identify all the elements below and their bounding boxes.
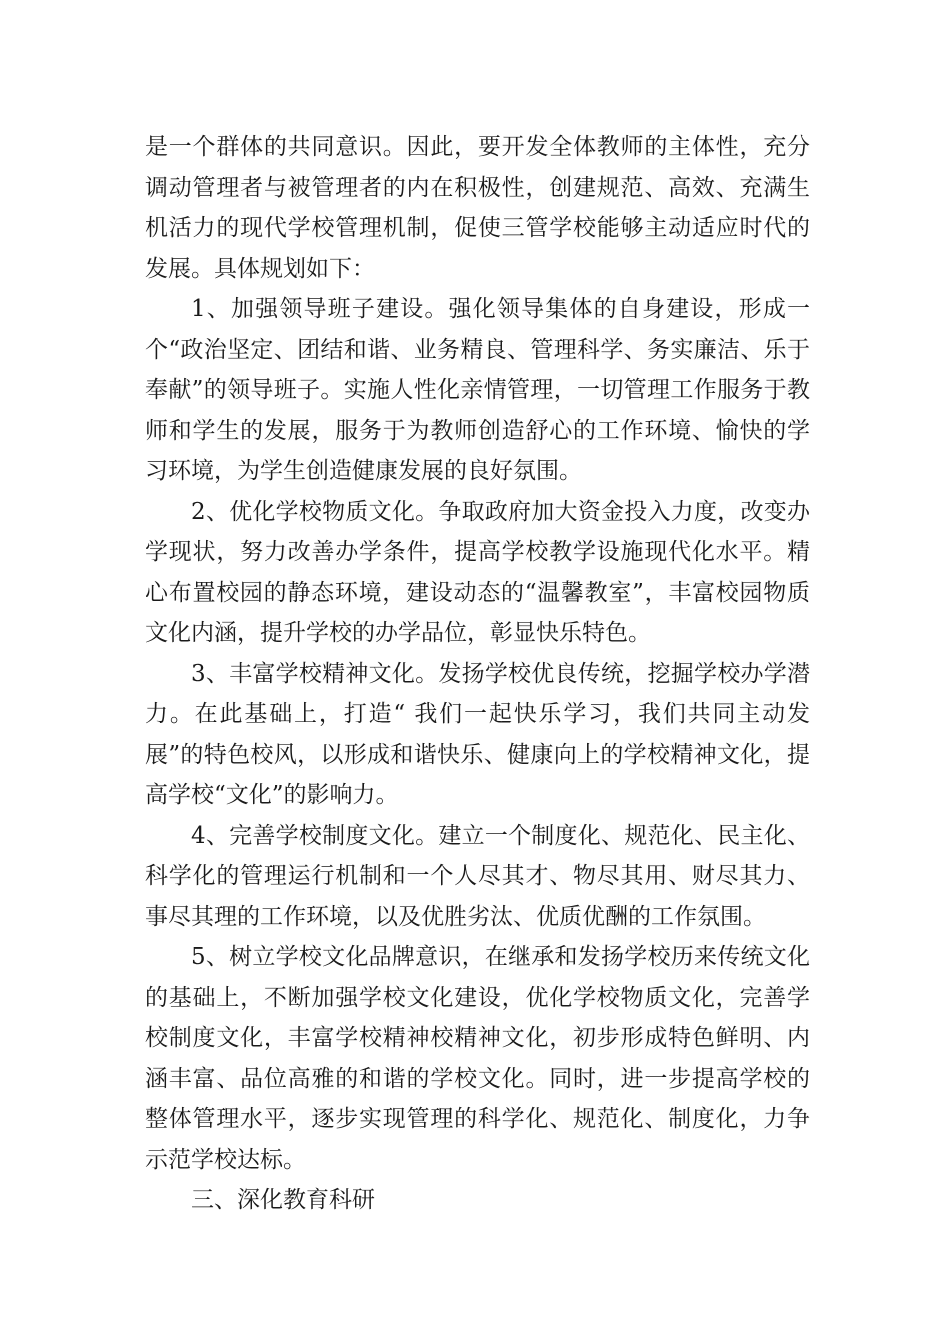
paragraph-leadership: 1、加强领导班子建设。强化领导集体的自身建设，形成一个“政治坚定、团结和谐、业务精良、管理科学、务实廉洁、乐于奉献”的领导班子。实施人性化亲情管理，一切管理工作服务于教师和学生的发展，服务于为教师创造舒心的工作环境、愉快的学习环境，为学生创造健康发展的良好氛围。 <box>145 296 810 484</box>
paragraph-continuation: 是一个群体的共同意识。因此，要开发全体教师的主体性，充分调动管理者与被管理者的内在积极性，创建规范、高效、充满生机活力的现代学校管理机制，促使三管学校能够主动适应时代的发展。具体规划如下： <box>145 134 810 282</box>
paragraph-spiritual-culture: 3、丰富学校精神文化。发扬学校优良传统，挖掘学校办学潜力。在此基础上，打造“ 我们一起快乐学习，我们共同主动发展”的特色校风，以形成和谐快乐、健康向上的学校精神文化，提高学校“文化”的影响力。 <box>145 660 810 808</box>
section-heading-research: 三、深化教育科研 <box>191 1187 375 1213</box>
paragraph-institutional-culture: 4、完善学校制度文化。建立一个制度化、规范化、民主化、科学化的管理运行机制和一个人尽其才、物尽其用、财尽其力、事尽其理的工作环境，以及优胜劣汰、优质优酬的工作氛围。 <box>145 822 810 930</box>
document-body <box>145 127 810 1221</box>
paragraph-material-culture: 2、优化学校物质文化。争取政府加大资金投入力度，改变办学现状，努力改善办学条件，提高学校教学设施现代化水平。精心布置校园的静态环境，建设动态的“温馨教室”，丰富校园物质文化内涵，提升学校的办学品位，彰显快乐特色。 <box>145 498 810 646</box>
paragraph-culture-brand: 5、树立学校文化品牌意识，在继承和发扬学校历来传统文化的基础上，不断加强学校文化建设，优化学校物质文化，完善学校制度文化，丰富学校精神校精神文化，初步形成特色鲜明、内涵丰富、品位高雅的和谐的学校文化。同时，进一步提高学校的整体管理水平，逐步实现管理的科学化、规范化、制度化，力争示范学校达标。 <box>145 944 810 1173</box>
